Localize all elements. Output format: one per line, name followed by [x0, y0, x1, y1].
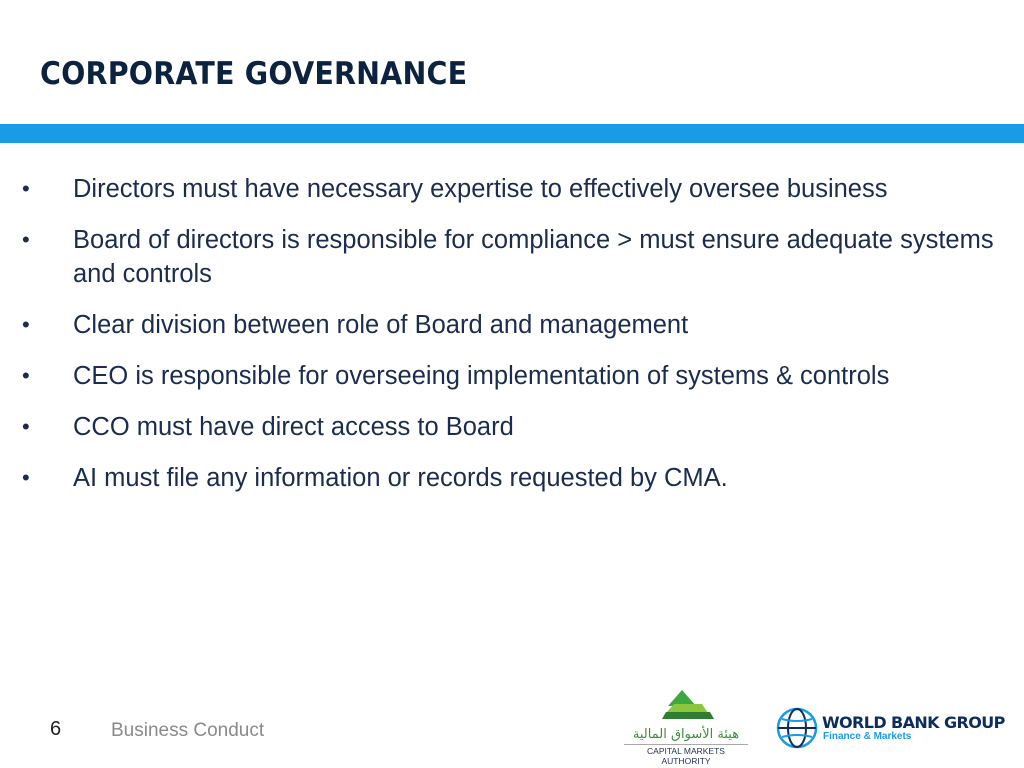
cma-english-name: CAPITAL MARKETS AUTHORITY: [624, 744, 748, 766]
bullet-list: [0, 172, 1024, 512]
bullet-text: CEO is responsible for overseeing implementation of systems & controls: [73, 362, 890, 390]
bullet-item: [0, 172, 1024, 206]
title-divider-band: [0, 124, 1024, 143]
bullet-marker: •: [22, 176, 30, 201]
bullet-marker: •: [22, 227, 30, 252]
cma-arabic-name: هيئة الأسواق المالية: [632, 727, 740, 742]
page-number: 6: [50, 718, 62, 740]
bullet-marker: •: [22, 363, 30, 388]
bullet-text: Directors must have necessary expertise to effectively oversee business: [73, 175, 888, 203]
wbg-logo-name: WORLD BANK GROUP: [822, 713, 1005, 732]
bullet-item: [0, 359, 1024, 393]
bullet-text: Board of directors is responsible for compliance > must ensure adequate systems and controls: [73, 226, 994, 288]
bullet-item: [0, 461, 1024, 495]
bullet-marker: •: [22, 414, 30, 439]
bullet-item: [0, 223, 1024, 291]
bullet-text: Clear division between role of Board and management: [73, 311, 689, 339]
bullet-text: CCO must have direct access to Board: [73, 413, 514, 441]
wbg-logo-subtitle: Finance & Markets: [823, 731, 912, 742]
bullet-text: AI must file any information or records requested by CMA.: [73, 464, 728, 492]
bullet-marker: •: [22, 312, 30, 337]
globe-icon: [776, 707, 818, 749]
bullet-item: [0, 410, 1024, 444]
slide-title: CORPORATE GOVERNANCE: [40, 56, 468, 92]
footer-section-label: Business Conduct: [111, 720, 265, 741]
bullet-item: [0, 308, 1024, 342]
bullet-marker: •: [22, 465, 30, 490]
